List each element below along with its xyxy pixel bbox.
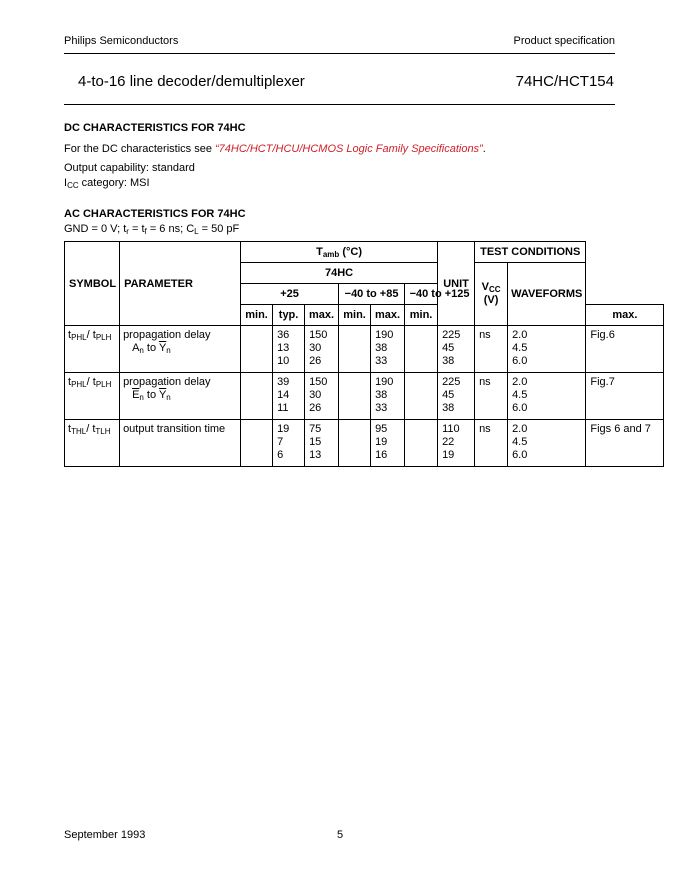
vcc-cell: 2.0 4.5 6.0: [508, 326, 586, 373]
sym-a-sub: THL: [71, 427, 87, 436]
max85-cell: 95 19 16: [371, 420, 405, 467]
page-number: 5: [337, 829, 344, 841]
max85-cell: 190 38 33: [371, 373, 405, 420]
output-sub: n: [166, 393, 171, 402]
symbol-cell: [65, 373, 120, 420]
col-waveforms: WAVEFORMS: [508, 263, 586, 326]
cond-d: = 50 pF: [198, 223, 240, 235]
cond-a: GND = 0 V; t: [64, 223, 127, 235]
document-type: Product specification: [513, 35, 615, 47]
max25-cell: 150 30 26: [305, 326, 339, 373]
sym-b-sub: PLH: [95, 333, 112, 342]
col-symbol: SYMBOL: [65, 242, 120, 326]
vcc-v: V: [481, 281, 489, 293]
symbol-cell: [65, 420, 120, 467]
symbol-cell: [65, 326, 120, 373]
col-test-conditions: TEST CONDITIONS: [475, 242, 586, 263]
icc-rest: category: MSI: [78, 177, 150, 189]
sym-a-sub: PHL: [71, 380, 87, 389]
input-sub: n: [139, 346, 144, 355]
waveforms-cell: Fig.7: [586, 373, 664, 420]
input-name: A: [132, 342, 140, 354]
parameter-text: propagation delay: [123, 329, 211, 341]
min25-cell: [241, 420, 273, 467]
col-max-25: max.: [305, 305, 339, 326]
col-max-85: max.: [371, 305, 405, 326]
table-row: [65, 373, 664, 420]
parameter-path: [123, 389, 237, 402]
sym-a: t: [68, 376, 72, 388]
col-min-125: min.: [405, 305, 438, 326]
cond-l: L: [194, 227, 199, 236]
col-vcc: [475, 263, 508, 326]
parameter-text: output transition time: [123, 423, 226, 435]
col-typ-25: typ.: [273, 305, 305, 326]
waveforms-cell: Figs 6 and 7: [586, 420, 664, 467]
header-rule: [64, 53, 615, 54]
dc-reference-link[interactable]: “74HC/HCT/HCU/HCMOS Logic Family Specifications”: [215, 143, 483, 155]
min85-cell: [339, 326, 371, 373]
typ-cell: 36 13 10: [273, 326, 305, 373]
vcc-cell: 2.0 4.5 6.0: [508, 373, 586, 420]
max125-cell: 225 45 38: [438, 373, 475, 420]
col-tamb: [241, 242, 438, 263]
input-name: $\overline{E}$: [132, 389, 140, 401]
max25-cell: 150 30 26: [305, 373, 339, 420]
tamb-unit: (°C): [339, 246, 363, 258]
vcc-cell: 2.0 4.5 6.0: [508, 420, 586, 467]
waveforms-cell: Fig.6: [586, 326, 664, 373]
col-min-85: min.: [339, 305, 371, 326]
typ-cell: 19 7 6: [273, 420, 305, 467]
col-range-85: −40 to +85: [339, 284, 405, 305]
dc-intro: For the DC characteristics see: [64, 143, 215, 155]
col-range-25: +25: [241, 284, 339, 305]
icc-letter: I: [64, 177, 68, 189]
min25-cell: [241, 373, 273, 420]
company-name: Philips Semiconductors: [64, 35, 179, 47]
ac-characteristics-table: [64, 241, 664, 467]
input-sub: n: [139, 393, 144, 402]
col-parameter: PARAMETER: [120, 242, 241, 326]
sym-a-sub: PHL: [71, 333, 87, 342]
parameter-cell: [120, 373, 241, 420]
icc-sub: CC: [67, 181, 79, 190]
sym-sep: /: [86, 376, 93, 388]
sym-b: t: [92, 423, 96, 435]
max25-cell: 75 15 13: [305, 420, 339, 467]
sym-a: t: [68, 329, 72, 341]
sym-sep: /: [86, 329, 93, 341]
min125-cell: [405, 326, 438, 373]
table-row: [65, 420, 664, 467]
output-name: $\overline{Y}$: [158, 342, 167, 354]
sym-b-sub: TLH: [95, 427, 111, 436]
unit-cell: ns: [475, 420, 508, 467]
min85-cell: [339, 420, 371, 467]
col-family: 74HC: [241, 263, 438, 284]
part-number: 74HC/HCT154: [515, 73, 614, 90]
tamb-sub: amb: [322, 250, 340, 259]
title-rule: [64, 104, 615, 105]
footer-date: September 1993: [64, 829, 146, 841]
max85-cell: 190 38 33: [371, 326, 405, 373]
cond-b: = t: [128, 223, 145, 235]
sym-b-sub: PLH: [95, 380, 112, 389]
icc-category: [64, 177, 150, 189]
unit-cell: ns: [475, 326, 508, 373]
col-min-25: min.: [241, 305, 273, 326]
col-range-125: −40 to +125: [405, 284, 475, 305]
to-text: to: [143, 389, 159, 401]
typ-cell: 39 14 11: [273, 373, 305, 420]
cond-f: f: [144, 227, 147, 236]
ac-section-heading: AC CHARACTERISTICS FOR 74HC: [64, 208, 246, 220]
min125-cell: [405, 420, 438, 467]
min125-cell: [405, 373, 438, 420]
parameter-path: [123, 342, 237, 355]
ac-conditions: [64, 223, 239, 235]
parameter-text: propagation delay: [123, 376, 211, 388]
tamb-t: T: [316, 246, 323, 258]
dc-reference-text: [64, 143, 486, 155]
max125-cell: 110 22 19: [438, 420, 475, 467]
dc-section-heading: DC CHARACTERISTICS FOR 74HC: [64, 122, 246, 134]
min85-cell: [339, 373, 371, 420]
sym-b: t: [92, 376, 96, 388]
unit-cell: ns: [475, 373, 508, 420]
vcc-unit: (V): [483, 294, 499, 306]
parameter-cell: [120, 420, 241, 467]
max125-cell: 225 45 38: [438, 326, 475, 373]
sym-b: t: [92, 329, 96, 341]
dc-period: .: [482, 143, 486, 155]
vcc-sub: CC: [488, 285, 501, 294]
sym-a: t: [68, 423, 72, 435]
parameter-cell: [120, 326, 241, 373]
output-capability: Output capability: standard: [64, 162, 195, 174]
cond-c: = 6 ns; C: [146, 223, 195, 235]
output-sub: n: [166, 346, 171, 355]
output-name: $\overline{Y}$: [158, 389, 167, 401]
table-row: [65, 326, 664, 373]
document-title: 4-to-16 line decoder/demultiplexer: [78, 73, 305, 90]
min25-cell: [241, 326, 273, 373]
cond-r: r: [126, 227, 129, 236]
col-max-125: max.: [586, 305, 664, 326]
sym-sep: /: [86, 423, 93, 435]
to-text: to: [143, 342, 159, 354]
col-unit: UNIT: [438, 242, 475, 326]
